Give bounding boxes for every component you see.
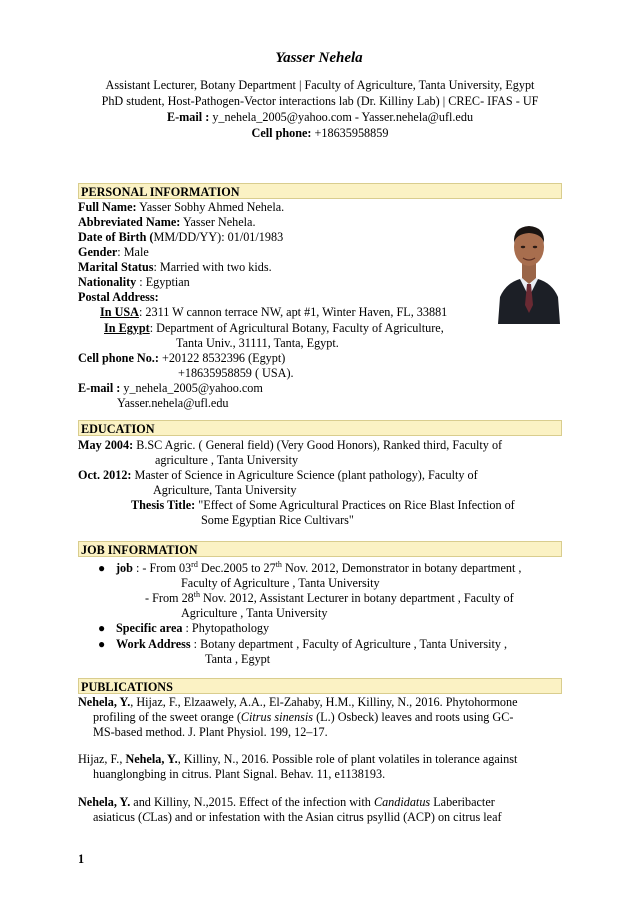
header-email — [60, 110, 580, 125]
publication-3-text-b2: Las) and or infestation with the Asian citrus psyllid (ACP) on citrus leaf — [150, 810, 502, 824]
publication-1-line-1 — [78, 695, 518, 710]
work-address-row — [116, 637, 507, 652]
full-name-row — [78, 200, 284, 215]
section-publications: PUBLICATIONS — [78, 678, 562, 694]
egypt-address-line-1: : Department of Agricultural Botany, Faculty of Agriculture, — [149, 321, 444, 335]
specific-area-value: : Phytopathology — [182, 621, 270, 635]
bullet-icon: ● — [98, 621, 106, 635]
publication-2-line-2: huanglongbing in citrus. Plant Signal. Behav. 11, e1138193. — [93, 767, 386, 781]
job-2-text-b: Nov. 2012, Assistant Lecturer in botany department , Faculty of — [199, 591, 514, 605]
publication-1-author: Nehela, Y. — [78, 695, 131, 709]
job-1-sup-1: rd — [191, 559, 198, 569]
header-cell-label: Cell phone: — [251, 126, 312, 140]
dob-label-end: ): — [217, 230, 225, 244]
dob-value: 01/01/1983 — [224, 230, 284, 244]
egypt-address-line-2: Tanta Univ., 31111, Tanta, Egypt. — [176, 336, 339, 350]
education-2-line-1 — [78, 468, 478, 483]
cell-label: Cell phone No.: — [78, 351, 159, 365]
job-2-sup: th — [193, 589, 200, 599]
usa-label: In USA — [100, 305, 139, 319]
job-1-text-b: Dec.2005 to 27 — [197, 561, 276, 575]
abbr-name-value: Yasser Nehela. — [180, 215, 256, 229]
egypt-address-row — [104, 321, 444, 336]
cell-value-2: +18635958859 ( USA). — [178, 366, 294, 380]
nationality-value: : Egyptian — [136, 275, 190, 289]
dob-label: Date of Birth ( — [78, 230, 154, 244]
gender-label: Gender — [78, 245, 118, 259]
section-education: EDUCATION — [78, 420, 562, 436]
education-2-date: Oct. 2012: — [78, 468, 132, 482]
job-line-1 — [116, 561, 521, 576]
bullet-icon: ● — [98, 637, 106, 651]
nationality-row — [78, 275, 190, 290]
job-2-line-1 — [145, 591, 514, 606]
nationality-label: Nationality — [78, 275, 137, 289]
publication-1-text-b2: (L.) Osbeck) leaves and roots using GC- — [313, 710, 514, 724]
thesis-title-2: Some Egyptian Rice Cultivars" — [201, 513, 354, 527]
full-name-label: Full Name: — [78, 200, 137, 214]
cv-name: Yasser Nehela — [275, 50, 363, 66]
header-line-2: PhD student, Host-Pathogen-Vector interactions lab (Dr. Killiny Lab) | CREC- IFAS - UF — [101, 94, 539, 108]
publication-2-text-a: Hijaz, F., — [78, 752, 126, 766]
job-2-line-2: Agriculture , Tanta University — [181, 606, 328, 620]
work-address-line-2: Tanta , Egypt — [205, 652, 271, 666]
publication-3-abbr: C — [142, 810, 151, 824]
job-1-sup-2: th — [275, 559, 282, 569]
dob-format: MM/DD/YY — [153, 230, 218, 244]
education-1-line-2: agriculture , Tanta University — [155, 453, 299, 467]
profile-photo — [496, 205, 562, 324]
thesis-title-1: "Effect of Some Agricultural Practices on Rice Blast Infection of — [195, 498, 515, 512]
publication-3-text-b: asiaticus ( — [93, 810, 143, 824]
publication-3-author: Nehela, Y. — [78, 795, 131, 809]
specific-area-label: Specific area — [116, 621, 183, 635]
usa-address-row — [100, 305, 447, 320]
publication-3-species: Candidatus — [373, 795, 431, 809]
header-line-1: Assistant Lecturer, Botany Department | Faculty of Agriculture, Tanta University, Egypt — [105, 78, 535, 92]
header-cell — [60, 126, 580, 141]
email-label: E-mail : — [78, 381, 121, 395]
job-2-text-a: - From 28 — [145, 591, 194, 605]
publication-2-line-1 — [78, 752, 517, 767]
job-label: job — [116, 561, 133, 575]
header-email-label: E-mail : — [166, 110, 210, 124]
marital-row — [78, 260, 272, 275]
usa-address: : 2311 W cannon terrace NW, apt #1, Winter Haven, FL, 33881 — [138, 305, 448, 319]
profile-photo-image — [496, 205, 562, 324]
job-1-text-c: Nov. 2012, Demonstrator in botany department , — [281, 561, 522, 575]
publication-3-line-2 — [93, 810, 502, 825]
dob-row — [78, 230, 283, 245]
education-2-text: Master of Science in Agriculture Science (plant pathology), Faculty of — [131, 468, 478, 482]
work-address-line-1: : Botany department , Faculty of Agriculture , Tanta University , — [190, 637, 508, 651]
job-1-text-a: : - From 03 — [132, 561, 192, 575]
postal-label — [78, 290, 159, 305]
egypt-label: In Egypt — [104, 321, 150, 335]
publication-1-line-2 — [93, 710, 513, 725]
publication-2-text-b: , Killiny, N., 2016. Possible role of plant volatiles in tolerance against — [177, 752, 518, 766]
section-job-information: JOB INFORMATION — [78, 541, 562, 557]
education-2-line-2: Agriculture, Tanta University — [153, 483, 297, 497]
bullet-icon: ● — [98, 561, 106, 575]
header-email-value[interactable]: y_nehela_2005@yahoo.com - Yasser.nehela@ufl.edu — [209, 110, 474, 124]
email-value-2[interactable]: Yasser.nehela@ufl.edu — [117, 396, 229, 410]
education-1-line-1 — [78, 438, 502, 453]
abbr-name-row — [78, 215, 256, 230]
specific-area-row — [116, 621, 269, 636]
gender-value: : Male — [117, 245, 149, 259]
marital-label: Marital Status — [78, 260, 154, 274]
postal-label-text: Postal Address: — [78, 290, 159, 304]
header-cell-value: +18635958859 — [311, 126, 389, 140]
email-row — [78, 381, 263, 396]
thesis-line-1 — [131, 498, 515, 513]
publication-1-line-3: MS-based method. J. Plant Physiol. 199, 12–17. — [93, 725, 328, 739]
gender-row — [78, 245, 149, 260]
education-1-date: May 2004: — [78, 438, 134, 452]
email-value-1[interactable]: y_nehela_2005@yahoo.com — [120, 381, 263, 395]
publication-1-species: Citrus sinensis — [240, 710, 314, 724]
publication-2-author: Nehela, Y. — [125, 752, 178, 766]
education-1-text: B.SC Agric. ( General field) (Very Good Honors), Ranked third, Faculty of — [133, 438, 503, 452]
page-number: 1 — [78, 852, 85, 866]
publication-1-text-a: , Hijaz, F., Elzaawely, A.A., El-Zahaby, H.M., Killiny, N., 2016. Phytohormone — [130, 695, 518, 709]
publication-3-text-a: and Killiny, N.,2015. Effect of the infection with — [130, 795, 374, 809]
publication-3-text-a2: Laberibacter — [430, 795, 495, 809]
full-name-value: Yasser Sobhy Ahmed Nehela. — [136, 200, 285, 214]
cell-row — [78, 351, 285, 366]
job-1-line-2: Faculty of Agriculture , Tanta University — [181, 576, 380, 590]
marital-value: : Married with two kids. — [153, 260, 272, 274]
cell-value-1: +20122 8532396 (Egypt) — [158, 351, 286, 365]
abbr-name-label: Abbreviated Name: — [78, 215, 181, 229]
thesis-label: Thesis Title: — [131, 498, 196, 512]
publication-1-text-b1: profiling of the sweet orange ( — [93, 710, 241, 724]
work-address-label: Work Address — [116, 637, 191, 651]
section-personal-information: PERSONAL INFORMATION — [78, 183, 562, 199]
publication-3-line-1 — [78, 795, 495, 810]
